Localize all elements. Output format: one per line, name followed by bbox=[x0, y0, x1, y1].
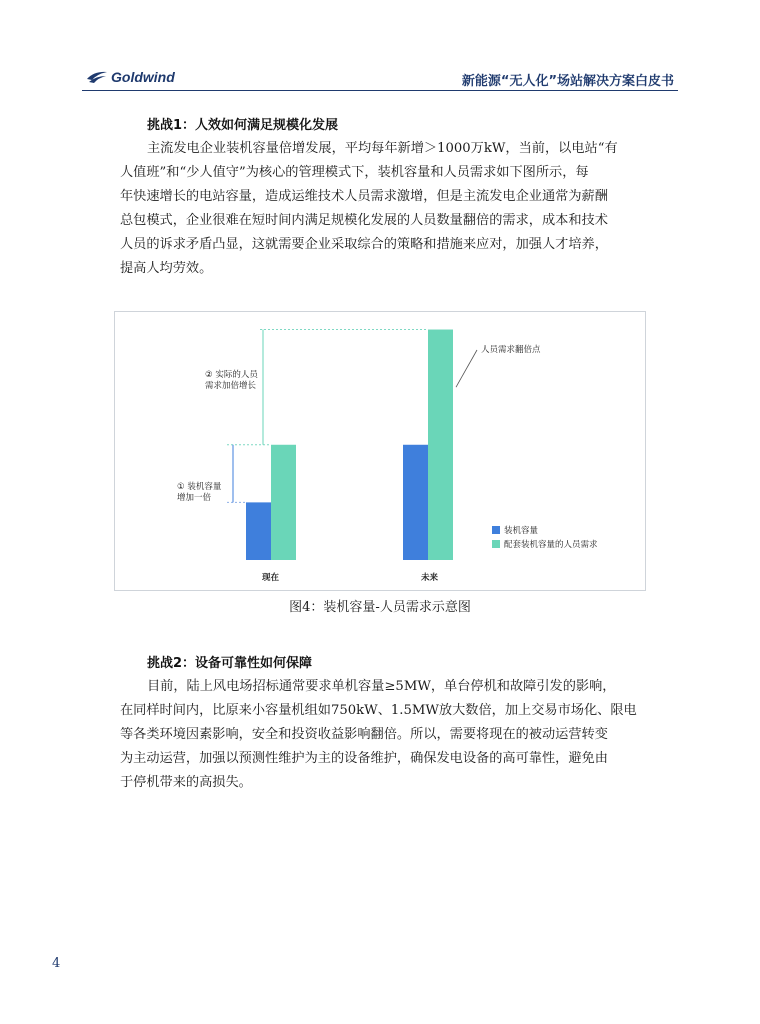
logo-text: Goldwind bbox=[111, 69, 175, 85]
page-header bbox=[82, 66, 678, 91]
bar-capacity-now bbox=[246, 502, 271, 560]
paragraph-line: 主流发电企业装机容量倍增发展，平均每年新增＞1000万kW，当前，以电站“有 bbox=[147, 141, 618, 156]
section-2-title: 挑战2：设备可靠性如何保障 bbox=[147, 656, 313, 671]
legend-swatch bbox=[492, 526, 500, 534]
paragraph-line: 在同样时间内，比原来小容量机组如750kW、1.5MW放大数倍，加上交易市场化、限电 bbox=[120, 703, 637, 718]
annotation-staff-growth bbox=[205, 370, 258, 392]
figure-caption: 图4：装机容量-人员需求示意图 bbox=[289, 600, 471, 615]
annotation-line: ② 实际的人员 bbox=[205, 370, 258, 380]
legend-item-capacity bbox=[492, 523, 598, 537]
section-1-paragraph bbox=[120, 137, 640, 281]
legend-item-staff bbox=[492, 537, 598, 551]
legend-label: 配套装机容量的人员需求 bbox=[504, 540, 598, 550]
capacity-staff-chart bbox=[114, 311, 646, 591]
goldwind-logo-icon bbox=[86, 70, 108, 84]
paragraph-line: 等各类环境因素影响，安全和投资收益影响翻倍。所以，需要将现在的被动运营转变 bbox=[120, 727, 608, 742]
annotation-capacity-doubled bbox=[177, 482, 221, 504]
annotation-staff-double-point: 人员需求翻倍点 bbox=[481, 345, 541, 355]
chart-legend bbox=[492, 523, 598, 551]
section-2-paragraph bbox=[120, 675, 640, 795]
paragraph-line: 人值班”和“少人值守”为核心的管理模式下，装机容量和人员需求如下图所示，每 bbox=[120, 165, 589, 180]
paragraph-line: 为主动运营，加强以预测性维护为主的设备维护，确保发电设备的高可靠性，避免由 bbox=[120, 751, 608, 766]
annotation-line: 需求加倍增长 bbox=[205, 381, 257, 391]
paragraph-line: 人员的诉求矛盾凸显，这就需要企业采取综合的策略和措施来应对，加强人才培养， bbox=[120, 237, 608, 252]
bar-staff-now bbox=[271, 445, 296, 560]
bar-staff-future bbox=[428, 330, 453, 560]
legend-swatch bbox=[492, 540, 500, 548]
annotation-line: 增加一倍 bbox=[177, 493, 212, 503]
paragraph-line: 提高人均劳效。 bbox=[120, 261, 213, 276]
annotation-line: ① 装机容量 bbox=[177, 482, 222, 492]
x-label-now: 现在 bbox=[262, 573, 280, 583]
callout-line bbox=[456, 350, 477, 387]
paragraph-line: 于停机带来的高损失。 bbox=[120, 775, 252, 790]
paragraph-line: 总包模式，企业很难在短时间内满足规模化发展的人员数量翻倍的需求，成本和技术 bbox=[120, 213, 608, 228]
x-label-future: 未来 bbox=[421, 573, 439, 583]
bar-capacity-future bbox=[403, 445, 428, 560]
legend-label: 装机容量 bbox=[504, 526, 539, 536]
page-number: 4 bbox=[52, 956, 61, 971]
section-1-title: 挑战1：人效如何满足规模化发展 bbox=[147, 118, 339, 133]
goldwind-logo bbox=[86, 69, 175, 85]
document-title: 新能源“无人化”场站解决方案白皮书 bbox=[461, 74, 674, 89]
paragraph-line: 年快速增长的电站容量，造成运维技术人员需求激增，但是主流发电企业通常为薪酬 bbox=[120, 189, 608, 204]
paragraph-line: 目前，陆上风电场招标通常要求单机容量≥5MW，单台停机和故障引发的影响， bbox=[147, 679, 616, 694]
